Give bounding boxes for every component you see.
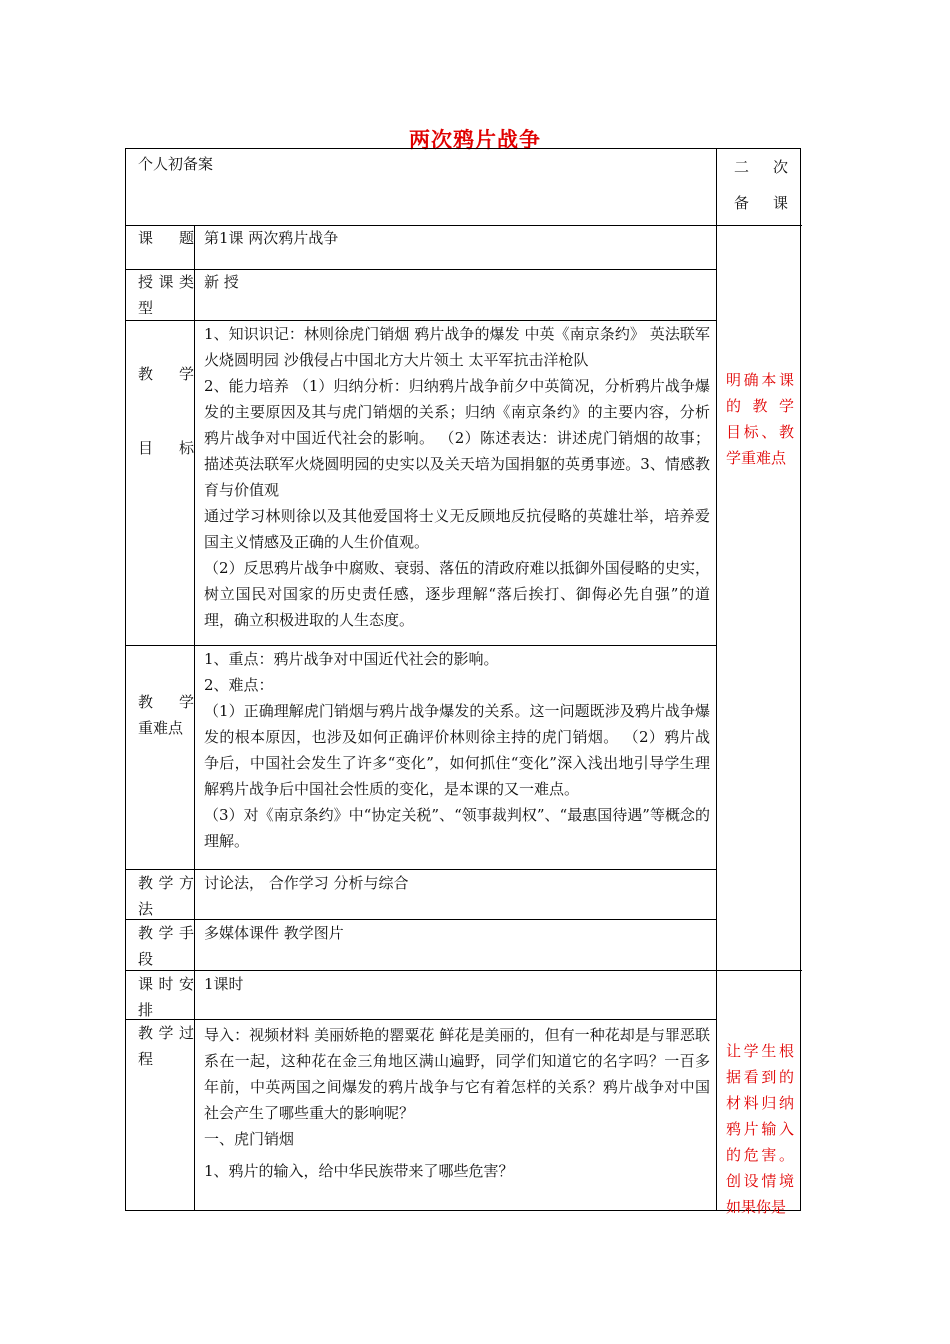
note-goals: 明确本课的 教 学目标、教学重难点 xyxy=(726,371,794,467)
label-goals-top: 教 学 xyxy=(138,365,194,383)
column-divider-notes xyxy=(716,149,717,1211)
column-divider-label xyxy=(194,225,195,1211)
content-keypoints xyxy=(204,646,710,854)
goals-paragraph: 通过学习林则徐以及其他爱国将士义无反顾地反抗侵略的英雄壮举，培养爱国主义情感及正确的人生价值观。 xyxy=(204,507,710,551)
label-lesson-type: 授 课 类 型 xyxy=(138,273,194,317)
row-divider xyxy=(126,1019,716,1020)
label-means: 教 学 手 段 xyxy=(138,924,194,968)
label-method: 教 学 方 法 xyxy=(138,874,194,918)
content-goals xyxy=(204,321,710,633)
goals-paragraph: （2）反思鸦片战争中腐败、衰弱、落伍的清政府难以抵御外国侵略的史实，树立国民对国家的历史责任感，逐步理解“落后挨打、御侮必先自强”的道理，确立积极进取的人生态度。 xyxy=(204,559,710,629)
note-process: 让学生根据看到的材料归纳鸦片输入的危害。创设情境如果你是 xyxy=(726,1042,794,1216)
keypoints-paragraph: （3）对《南京条约》中“协定关税”、“领事裁判权”、“最惠国待遇”等概念的理解。 xyxy=(204,806,710,850)
process-paragraph: 一、虎门销烟 xyxy=(204,1130,295,1148)
content-means: 多媒体课件 教学图片 xyxy=(204,924,344,942)
label-goals-bottom: 目 标 xyxy=(138,439,194,457)
header-second-plan-line2: 备 课 xyxy=(734,194,788,212)
label-keypoints-line2: 重难点 xyxy=(138,719,184,737)
content-lesson-type: 新 授 xyxy=(204,273,239,291)
header-second-plan-line1: 二 次 xyxy=(734,158,788,176)
document-title: 两次鸦片战争 xyxy=(409,128,541,152)
lesson-plan-table xyxy=(125,148,801,1216)
content-method: 讨论法， 合作学习 分析与综合 xyxy=(204,874,409,892)
process-paragraph: 导入：视频材料 美丽娇艳的罂粟花 鲜花是美丽的，但有一种花却是与罪恶联系在一起，这种花在金三角地区满山遍野，同学们知道它的名字吗？一百多年前，中英两国之间爆发的鸦片战争与它有着怎样的关系？鸦片战争对中国社会产生了哪些重大的影响呢？ xyxy=(204,1026,710,1122)
label-schedule: 课 时 安 排 xyxy=(138,975,194,1019)
content-schedule: 1课时 xyxy=(204,975,244,993)
goals-paragraph: 1、知识识记：林则徐虎门销烟 鸦片战争的爆发 中英《南京条约》 英法联军火烧圆明园 沙俄侵占中国北方大片领土 太平军抗击洋枪队 xyxy=(204,325,710,369)
header-personal-plan: 个人初备案 xyxy=(138,155,214,173)
content-topic: 第1课 两次鸦片战争 xyxy=(204,229,339,247)
keypoints-paragraph: 1、重点：鸦片战争对中国近代社会的影响。 xyxy=(204,650,499,668)
keypoints-paragraph: 2、难点： xyxy=(204,676,274,694)
content-process xyxy=(204,1022,710,1184)
label-process: 教 学 过 程 xyxy=(138,1024,194,1068)
goals-paragraph: 2、能力培养 （1）归纳分析：归纳鸦片战争前夕中英简况，分析鸦片战争爆发的主要原因及其与虎门销烟的关系；归纳《南京条约》的主要内容，分析鸦片战争对中国近代社会的影响。 （2）陈述表达：讲述虎门销烟的故事；描述英法联军火烧圆明园的史实以及关天培为国捐躯的英勇事迹。3、情感教育与价值观 xyxy=(204,377,710,499)
label-keypoints-line1: 教 学 xyxy=(138,693,194,711)
process-paragraph: 1、鸦片的输入，给中华民族带来了哪些危害？ xyxy=(204,1162,514,1180)
keypoints-paragraph: （1）正确理解虎门销烟与鸦片战争爆发的关系。这一问题既涉及鸦片战争爆发的根本原因，也涉及如何正确评价林则徐主持的虎门销烟。 （2）鸦片战争后，中国社会发生了许多“变化”，如何抓住“变化”深入浅出地引导学生理解鸦片战争后中国社会性质的变化，是本课的又一难点。 xyxy=(204,702,710,798)
label-topic: 课 题 xyxy=(138,229,194,247)
